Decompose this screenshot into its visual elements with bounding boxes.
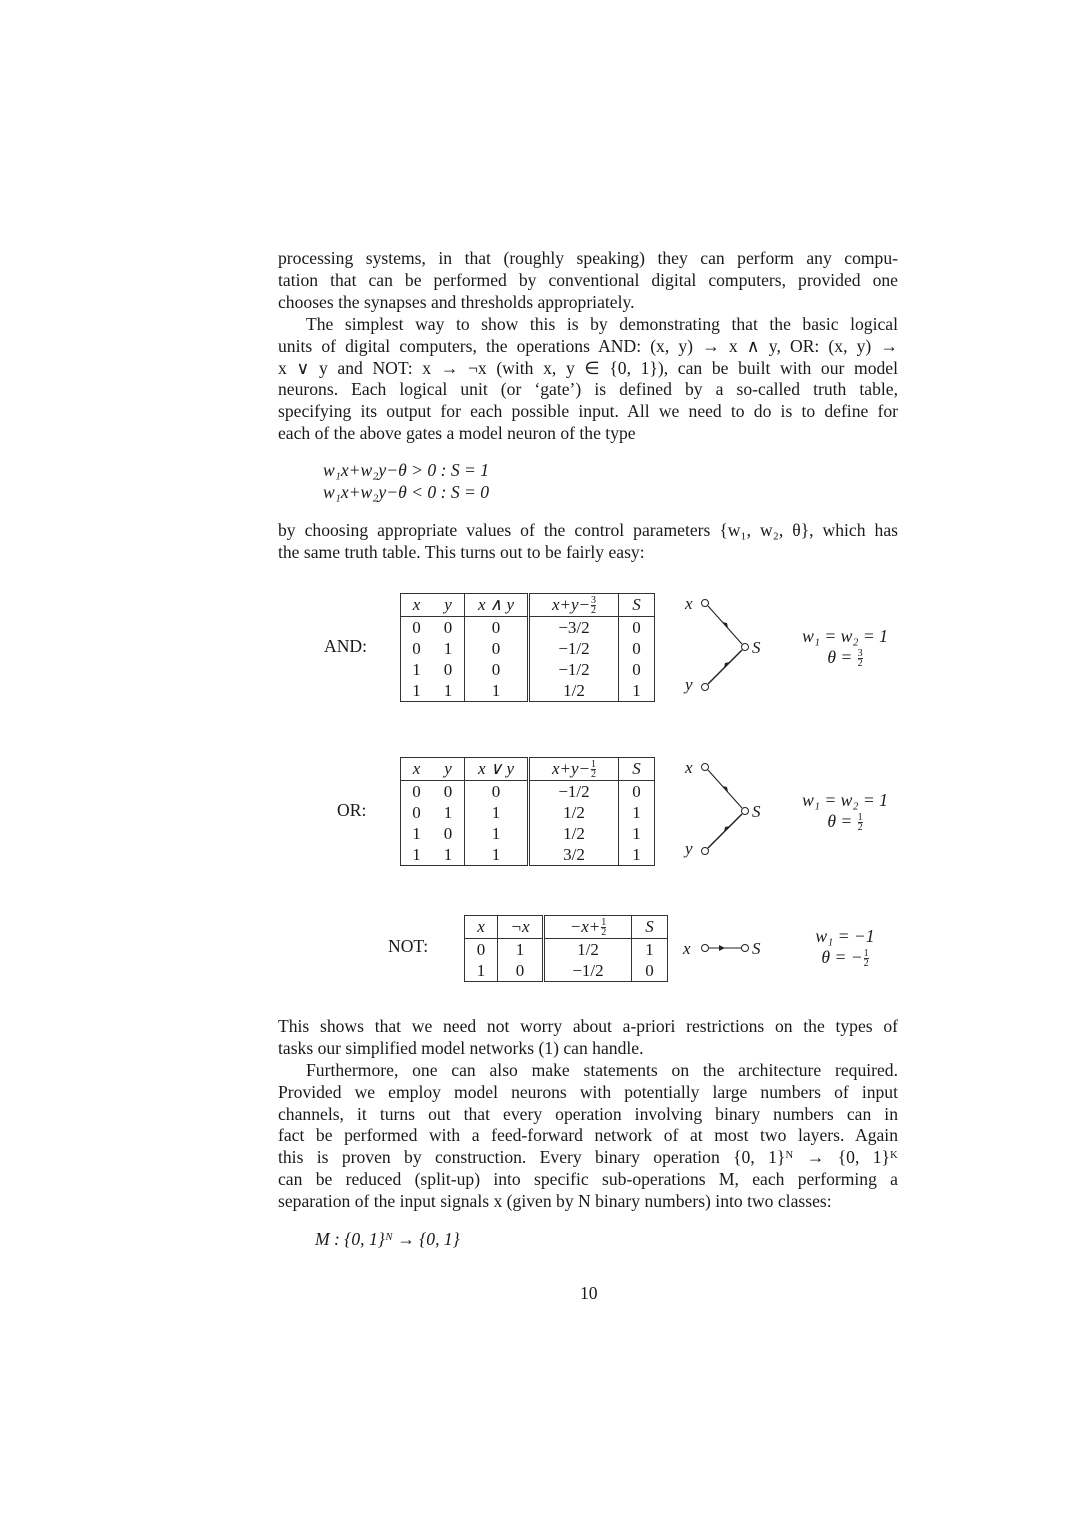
table-cell: 1: [465, 680, 529, 702]
column-header: x: [401, 758, 433, 781]
table-cell: 0: [412, 781, 421, 801]
text-line: each of the above gates a model neuron of the type: [278, 423, 636, 443]
text-line: can be reduced (split-up) into specific sub-operations M, each performing a: [278, 1169, 898, 1189]
table-cell: 1: [498, 939, 544, 961]
node-label: S: [752, 638, 761, 657]
table-cell: 0: [443, 617, 453, 637]
table-cell: 1: [632, 939, 668, 961]
fraction: $\frac{1}{2}$: [601, 917, 607, 939]
weight-line: w₁ = −1: [815, 926, 875, 946]
table-cell: 0: [412, 638, 421, 658]
text-line: units of digital computers, the operations AND: (x, y) → x ∧ y, OR: (x, y) →: [278, 335, 898, 356]
table-row: [401, 823, 655, 844]
table-cell: 1/2: [529, 802, 619, 823]
column-header: S: [632, 916, 668, 939]
text-line: tasks our simplified model networks (1) can handle.: [278, 1037, 644, 1058]
node-label: x: [683, 939, 691, 958]
table-cell: 1: [619, 802, 655, 823]
table-cell: 0: [412, 617, 421, 637]
table-row: [401, 680, 655, 702]
table-cell: 0: [619, 638, 655, 659]
node-label: S: [752, 939, 761, 958]
table-row: [401, 781, 655, 803]
equation-line: w₁x+w₂y−θ > 0 : S = 1: [323, 460, 490, 480]
text-line: fact be performed with a feed-forward network of at most two layers. Again: [278, 1125, 898, 1146]
arrow-icon: [719, 945, 725, 951]
table-cell: 0: [465, 781, 529, 803]
table-row: [401, 802, 655, 823]
neuron-diagram: [675, 893, 785, 1003]
column-header: x ∨ y: [465, 758, 529, 781]
text-line: this is proven by construction. Every binary operation {0, 1}ᴺ → {0, 1}ᴷ: [278, 1147, 898, 1168]
output-node-s: [742, 644, 749, 651]
table-row: [401, 638, 655, 659]
table-cell: 1: [619, 823, 655, 844]
truth-table-and: [400, 593, 655, 702]
text-line: The simplest way to show this is by demonstrating that the basic logical: [306, 314, 898, 334]
neuron-diagram: [675, 757, 785, 867]
table-cell: 0: [619, 659, 655, 680]
table-cell: 1: [412, 823, 421, 843]
text-line: by choosing appropriate values of the control parameters {w₁, w₂, θ}, which has: [278, 520, 898, 540]
text-line: specifying its output for each possible input. All we need to do is to define for: [278, 401, 898, 422]
threshold-line: θ = $\frac{3}{2}$: [827, 647, 863, 670]
table-cell: −3/2: [529, 617, 619, 639]
column-header: x+y− $\frac{3}{2}$: [529, 594, 619, 617]
truth-table-or: [400, 757, 655, 866]
table-cell: 0: [476, 939, 486, 959]
weight-parameters: [775, 626, 915, 668]
node-label: x: [685, 594, 693, 613]
table-cell: 1: [443, 638, 453, 658]
table-cell: 1: [412, 844, 421, 864]
table-cell: 1: [465, 802, 529, 823]
table-cell: 1: [465, 844, 529, 866]
table-cell: 1/2: [544, 939, 632, 961]
text-line: chooses the synapses and thresholds appropriately.: [278, 291, 635, 312]
table-cell: 0: [443, 823, 453, 843]
column-header: x: [465, 916, 498, 939]
table-cell: 1: [443, 802, 453, 822]
table-cell: −1/2: [529, 659, 619, 680]
table-cell: 0: [443, 781, 453, 801]
arrow-icon: [722, 622, 728, 628]
gate-label: AND:: [324, 636, 368, 656]
text-line: processing systems, in that (roughly speaking) they can perform any compu-: [278, 248, 898, 268]
fraction: $\frac{1}{2}$: [591, 759, 597, 781]
table-cell: 0: [443, 659, 453, 679]
table-row: [401, 659, 655, 680]
node-label: y: [685, 839, 693, 858]
neuron-diagram: [675, 593, 785, 703]
input-node-y: [702, 848, 709, 855]
node-label: x: [685, 758, 693, 777]
table-cell: −1/2: [544, 960, 632, 982]
input-node-x: [702, 764, 709, 771]
text-line: Furthermore, one can also make statements on the architecture required.: [306, 1060, 898, 1080]
column-header: x ∧ y: [465, 594, 529, 617]
page-number: 10: [580, 1283, 598, 1303]
table-row: [401, 844, 655, 866]
table-cell: 0: [465, 617, 529, 639]
output-node-s: [742, 808, 749, 815]
table-cell: 0: [412, 802, 421, 822]
gate-label: NOT:: [388, 936, 429, 956]
arrow-icon: [722, 786, 728, 792]
weight-line: w₁ = w₂ = 1: [802, 790, 888, 810]
table-cell: −1/2: [529, 638, 619, 659]
column-header: ¬x: [498, 916, 544, 939]
table-cell: 1: [443, 844, 453, 864]
column-header: y: [432, 594, 465, 617]
table-row: [465, 939, 668, 961]
weight-line: w₁ = w₂ = 1: [802, 626, 888, 646]
truth-table-not: [464, 915, 668, 982]
node-label: y: [685, 675, 693, 694]
input-node-x: [702, 600, 709, 607]
column-header: −x+ $\frac{1}{2}$: [544, 916, 632, 939]
table-cell: 1/2: [529, 680, 619, 702]
arrow-icon: [724, 826, 730, 832]
equation-line: M : {0, 1}ᴺ → {0, 1}: [315, 1229, 460, 1249]
arrow-icon: [724, 662, 730, 668]
table-cell: 1: [465, 823, 529, 844]
table-cell: 1: [443, 680, 453, 700]
text-line: tation that can be performed by conventional digital computers, provided one: [278, 269, 898, 290]
fraction: $\frac{1}{2}$: [857, 812, 863, 834]
node-label: S: [752, 802, 761, 821]
text-line: This shows that we need not worry about a-priori restrictions on the types of: [278, 1016, 898, 1036]
column-header: S: [619, 758, 655, 781]
text-line: the same truth table. This turns out to be fairly easy:: [278, 541, 645, 562]
table-row: [401, 617, 655, 639]
table-cell: 0: [498, 960, 544, 982]
column-header: S: [619, 594, 655, 617]
text-line: x ∨ y and NOT: x → ¬x (with x, y ∈ {0, 1}), can be built with our model: [278, 357, 898, 378]
fraction: $\frac{3}{2}$: [857, 648, 863, 670]
table-cell: 0: [632, 960, 668, 982]
table-cell: 1: [476, 960, 486, 980]
column-header: x: [401, 594, 433, 617]
text-line: neurons. Each logical unit (or ‘gate’) is defined by a so-called truth table,: [278, 379, 898, 400]
table-cell: 1: [619, 844, 655, 866]
threshold-line: θ = − $\frac{1}{2}$: [821, 947, 869, 970]
table-cell: 0: [619, 617, 655, 639]
table-cell: 1/2: [529, 823, 619, 844]
threshold-line: θ = $\frac{1}{2}$: [827, 811, 863, 834]
table-cell: −1/2: [529, 781, 619, 803]
table-cell: 0: [465, 659, 529, 680]
fraction: $\frac{1}{2}$: [863, 948, 869, 970]
text-line: Provided we employ model neurons with potentially large numbers of input: [278, 1081, 898, 1102]
table-row: [465, 960, 668, 982]
table-cell: 0: [619, 781, 655, 803]
column-header: y: [432, 758, 465, 781]
table-cell: 1: [619, 680, 655, 702]
table-cell: 0: [465, 638, 529, 659]
equation-line: w₁x+w₂y−θ < 0 : S = 0: [323, 482, 490, 502]
gate-label: OR:: [337, 800, 367, 820]
weight-parameters: [775, 926, 915, 968]
text-line: separation of the input signals x (given by N binary numbers) into two classes:: [278, 1190, 832, 1211]
fraction: $\frac{3}{2}$: [591, 595, 597, 617]
table-cell: 3/2: [529, 844, 619, 866]
table-cell: 1: [412, 659, 421, 679]
output-node-s: [742, 945, 749, 952]
table-cell: 1: [412, 680, 421, 700]
column-header: x+y− $\frac{1}{2}$: [529, 758, 619, 781]
input-node-y: [702, 684, 709, 691]
text-line: channels, it turns out that every operation involving binary numbers can in: [278, 1103, 898, 1124]
weight-parameters: [775, 790, 915, 832]
input-node-x: [702, 945, 709, 952]
